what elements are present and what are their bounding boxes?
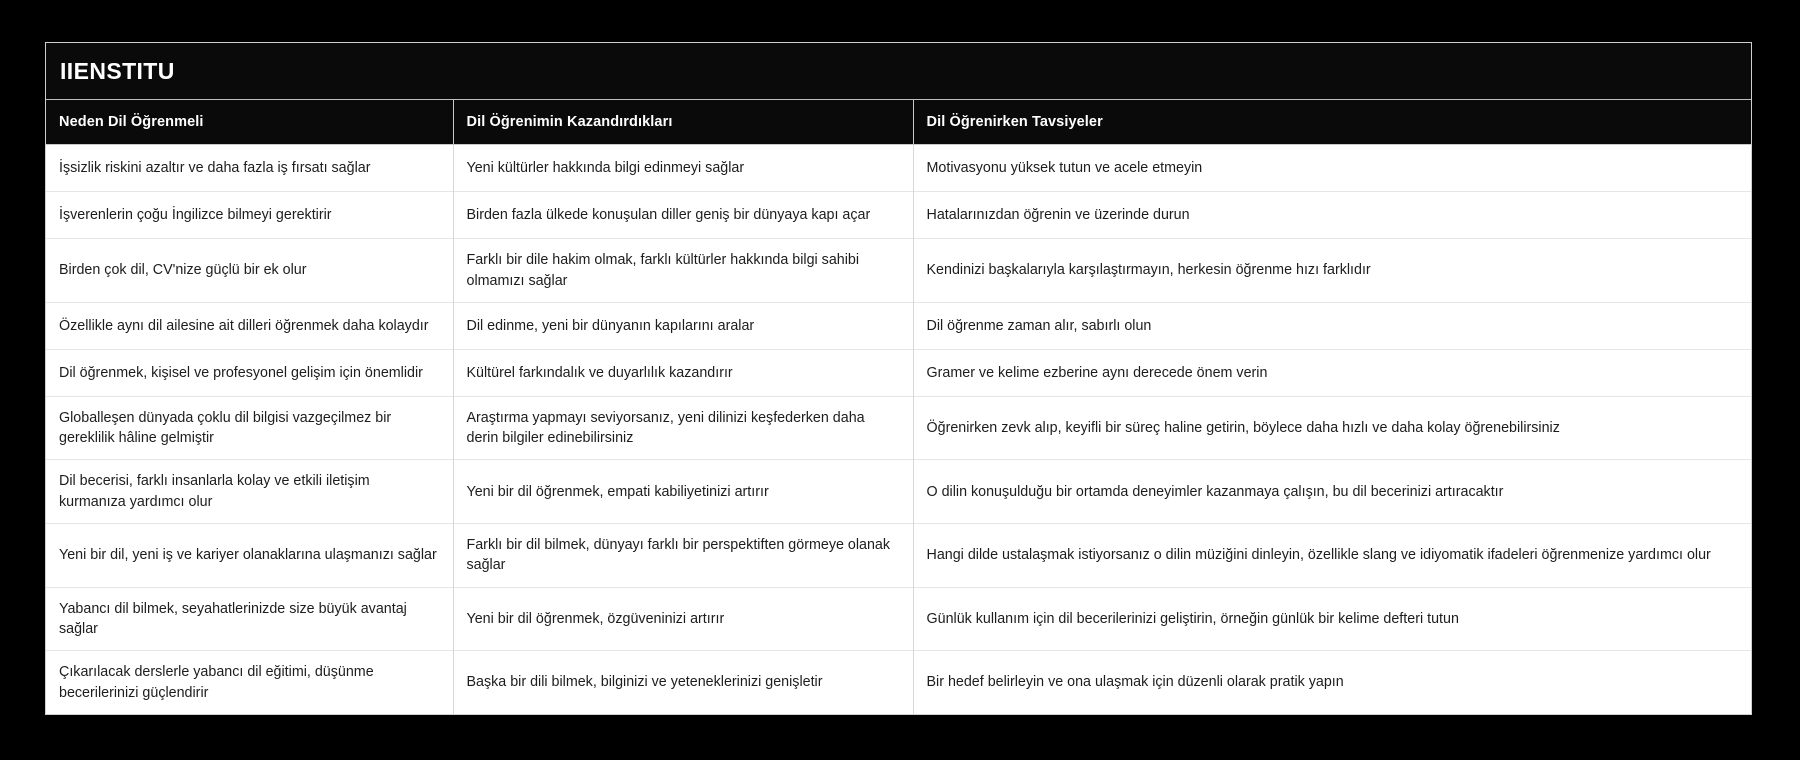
content-card (45, 42, 1752, 715)
table-cell: Birden çok dil, CV'nize güçlü bir ek olur (46, 239, 453, 303)
table-cell: Hangi dilde ustalaşmak istiyorsanız o dilin müziğini dinleyin, özellikle slang ve idiyomatik ifadeleri öğrenmenize yardımcı olur (913, 524, 1751, 588)
comparison-table (46, 100, 1751, 714)
table-cell: Başka bir dili bilmek, bilginizi ve yeteneklerinizi genişletir (453, 651, 913, 714)
table-row (46, 524, 1751, 588)
table-cell: Farklı bir dil bilmek, dünyayı farklı bir perspektiften görmeye olanak sağlar (453, 524, 913, 588)
table-header (46, 100, 1751, 145)
table-row (46, 239, 1751, 303)
table-cell: Yeni kültürler hakkında bilgi edinmeyi sağlar (453, 145, 913, 192)
table-cell: Motivasyonu yüksek tutun ve acele etmeyin (913, 145, 1751, 192)
table-cell: Çıkarılacak derslerle yabancı dil eğitimi, düşünme becerilerinizi güçlendirir (46, 651, 453, 714)
table-cell: Günlük kullanım için dil becerilerinizi geliştirin, örneğin günlük bir kelime defteri tutun (913, 587, 1751, 651)
table-cell: Kültürel farkındalık ve duyarlılık kazandırır (453, 349, 913, 396)
column-header-dil-ogreniminin-kazandirdiklari: Dil Öğrenimin Kazandırdıkları (453, 100, 913, 145)
table-row (46, 302, 1751, 349)
brand-title: IIENSTITU (60, 58, 175, 84)
table-cell: Öğrenirken zevk alıp, keyifli bir süreç haline getirin, böylece daha hızlı ve daha kolay öğrenebilirsiniz (913, 396, 1751, 460)
table-cell: Yeni bir dil öğrenmek, empati kabiliyetinizi artırır (453, 460, 913, 524)
table-cell: İşverenlerin çoğu İngilizce bilmeyi gerektirir (46, 192, 453, 239)
column-header-neden-dil-ogrenmeli: Neden Dil Öğrenmeli (46, 100, 453, 145)
table-row (46, 145, 1751, 192)
table-cell: Özellikle aynı dil ailesine ait dilleri öğrenmek daha kolaydır (46, 302, 453, 349)
table-cell: Dil becerisi, farklı insanlarla kolay ve etkili iletişim kurmanıza yardımcı olur (46, 460, 453, 524)
table-row (46, 349, 1751, 396)
table-row (46, 460, 1751, 524)
table-cell: İşsizlik riskini azaltır ve daha fazla iş fırsatı sağlar (46, 145, 453, 192)
table-row (46, 587, 1751, 651)
table-cell: Gramer ve kelime ezberine aynı derecede önem verin (913, 349, 1751, 396)
table-cell: Hatalarınızdan öğrenin ve üzerinde durun (913, 192, 1751, 239)
table-row (46, 192, 1751, 239)
table-cell: Kendinizi başkalarıyla karşılaştırmayın, herkesin öğrenme hızı farklıdır (913, 239, 1751, 303)
table-row (46, 396, 1751, 460)
table-cell: Yeni bir dil, yeni iş ve kariyer olanaklarına ulaşmanızı sağlar (46, 524, 453, 588)
column-header-dil-ogrenirken-tavsiyeler: Dil Öğrenirken Tavsiyeler (913, 100, 1751, 145)
table-cell: Dil öğrenmek, kişisel ve profesyonel gelişim için önemlidir (46, 349, 453, 396)
brand-bar (46, 43, 1751, 100)
table-row (46, 651, 1751, 714)
table-cell: O dilin konuşulduğu bir ortamda deneyimler kazanmaya çalışın, bu dil becerinizi artıracaktır (913, 460, 1751, 524)
table-cell: Globalleşen dünyada çoklu dil bilgisi vazgeçilmez bir gereklilik hâline gelmiştir (46, 396, 453, 460)
table-cell: Farklı bir dile hakim olmak, farklı kültürler hakkında bilgi sahibi olmamızı sağlar (453, 239, 913, 303)
table-cell: Araştırma yapmayı seviyorsanız, yeni dilinizi keşfederken daha derin bilgiler edinebilirsiniz (453, 396, 913, 460)
table-cell: Yabancı dil bilmek, seyahatlerinizde size büyük avantaj sağlar (46, 587, 453, 651)
table-cell: Bir hedef belirleyin ve ona ulaşmak için düzenli olarak pratik yapın (913, 651, 1751, 714)
table-cell: Birden fazla ülkede konuşulan diller geniş bir dünyaya kapı açar (453, 192, 913, 239)
table-header-row (46, 100, 1751, 145)
table-cell: Dil öğrenme zaman alır, sabırlı olun (913, 302, 1751, 349)
table-body (46, 145, 1751, 714)
table-cell: Yeni bir dil öğrenmek, özgüveninizi artırır (453, 587, 913, 651)
table-cell: Dil edinme, yeni bir dünyanın kapılarını aralar (453, 302, 913, 349)
